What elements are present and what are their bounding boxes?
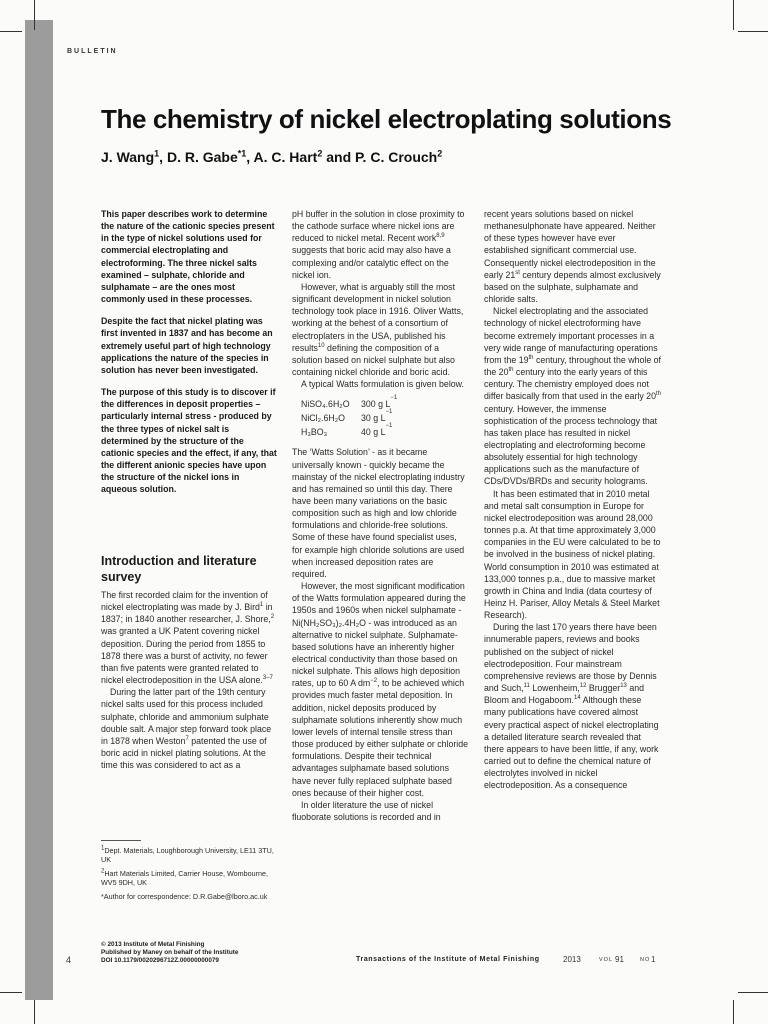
article-title: The chemistry of nickel electroplating solutions	[101, 104, 672, 134]
crop-mark	[0, 31, 22, 32]
formula-compound: H₃BO₃	[301, 427, 328, 438]
author-separator: ,	[246, 149, 254, 165]
paragraph	[484, 621, 661, 791]
formula-exponent: −1	[385, 423, 393, 430]
crop-mark	[34, 0, 35, 30]
text-run: recent years solutions based on nickel methanesulphonate have appeared. Neither of these types however have ever established significant commercial use. Consequently nickel electrodeposition in the early 21	[484, 209, 656, 280]
text-run: pH buffer in the solution in close proximity to the cathode surface where nickel ions are reduced to nickel metal. Recent work	[292, 209, 465, 244]
crop-mark	[0, 992, 22, 993]
author-separator: and	[322, 149, 356, 165]
superscript: 14	[573, 695, 581, 702]
footnote-rule	[101, 840, 141, 841]
superscript: 10	[317, 342, 325, 349]
paragraph	[292, 281, 469, 378]
footnote-text: *Author for correspondence: D.R.Gabe@lboro.ac.uk	[101, 891, 268, 901]
paragraph	[292, 799, 469, 823]
doi: DOI 10.1179/0020296712Z.00000000079	[101, 957, 219, 964]
crop-mark	[733, 1000, 734, 1024]
superscript: 13	[620, 683, 627, 690]
text-run: Brugger	[586, 683, 621, 694]
text-run: century depends almost exclusively based on the sulphate, sulphamate and chloride salts.	[484, 269, 661, 305]
formula-exponent: −1	[385, 409, 393, 416]
text-run: Although these many publications have covered almost every practical aspect of nickel electroplating a detailed literature search revealed that there appears to have been little, if any, work carried out to define the chemical nature of electrolytes involved in nickel electrodeposition. As a consequence	[484, 695, 659, 791]
superscript: 3–7	[262, 675, 273, 682]
superscript: th	[528, 354, 534, 361]
superscript: −2	[370, 678, 378, 685]
margin-strip	[25, 20, 53, 1000]
journal-name: Transactions of the Institute of Metal Finishing	[356, 956, 540, 963]
volume-label: VOL	[599, 957, 614, 963]
paragraph	[101, 589, 277, 686]
paragraph	[484, 305, 661, 487]
superscript: th	[655, 391, 661, 398]
author-affiliation-mark: *1	[237, 148, 247, 159]
section-heading: Introduction and literature survey	[101, 554, 257, 584]
column-3	[484, 208, 661, 792]
text-run: During the latter part of the 19th century nickel salts used for this process included sulphate, chloride and ammonium sulphate double salt. A major step forward took place in 1878 when Weston	[101, 687, 272, 746]
issue: 1	[651, 955, 656, 964]
page-number: 4	[66, 955, 72, 965]
text-run: suggests that boric acid may also have a complexing and/or catalytic effect on the nickel ion.	[292, 245, 451, 280]
text-run: patented the use of boric acid in nickel plating solutions. At the time this was considered to act as a	[101, 735, 267, 771]
copyright: © 2013 Institute of Metal Finishing	[101, 941, 205, 948]
text-run: A typical Watts formulation is given below.	[301, 379, 464, 390]
volume: 91	[615, 955, 624, 964]
publication-info	[101, 941, 301, 965]
text-run: Nickel electroplating and the associated technology of nickel electroforming have become extremely important processes in a very wide range of manufacturing operations from the 19	[484, 306, 658, 365]
footnote	[101, 869, 277, 888]
author-name: D. R. Gabe	[166, 149, 238, 165]
footnote	[101, 846, 277, 865]
formula-exponent: −1	[390, 395, 398, 402]
author-name: P. C. Crouch	[355, 149, 438, 165]
footnote	[101, 892, 277, 901]
text-run: and Bloom and Hogaboom.	[484, 683, 644, 706]
text-run: However, what is arguably still the most significant development in nickel solution technology took place in 1916. Oliver Watts, working at the behest of a consortium of electroplaters in the USA, published his results	[292, 281, 464, 353]
crop-mark	[738, 992, 768, 993]
footnote-text: Hart Materials Limited, Carrier House, Wombourne, WV5 9DH, UK	[101, 868, 268, 888]
abstract	[101, 208, 277, 505]
crop-mark	[733, 0, 734, 30]
text-run: However, the most significant modification of the Watts formulation appeared during the 1950s and 1960s when nickel sulphamate - Ni(NH₂SO₃)₂.4H₂O - was introduced as an alternative to nickel sulphate. Sulphamate-based solutions have an inherently higher electrical conductivity than those based on nickel sulphate. This allows high deposition rates, up to 60 A dm	[292, 581, 466, 689]
formula-amount: 40 g L	[361, 427, 386, 438]
column-2-text-before-formula	[292, 208, 469, 390]
paragraph	[292, 378, 469, 390]
footnote-text: Dept. Materials, Loughborough University, LE11 3TU, UK	[101, 846, 274, 865]
abstract-paragraph: Despite the fact that nickel plating was first invented in 1837 and has become an extremely useful part of high technology applications the nature of the species in solution has never been investigated.	[101, 316, 273, 375]
text-run: century. However, the immense sophistication of the process technology that has taken place has resulted in nickel electroplating and electroforming become absolutely essential for high technology applications such as the manufacture of CDs/DVDs/BRDs and security holograms.	[484, 403, 658, 487]
author-affiliation-mark: 2	[437, 148, 443, 159]
footnotes	[101, 846, 277, 905]
author-name: A. C. Hart	[253, 149, 318, 165]
abstract-paragraph: The purpose of this study is to discover if the differences in deposit properties – particularly internal stress - produced by the three types of nickel salt is determined by the structure of the cationic species and the effect, if any, that the different anionic species have upon the structure of the nickel ions in aqueous solution.	[101, 387, 277, 495]
text-run: During the last 170 years there have been innumerable papers, reviews and books published on the subject of nickel electrodeposition. Four mainstream comprehensive reviews are those by Dennis and Such,	[484, 622, 657, 694]
superscript: th	[508, 367, 514, 374]
publisher: Published by Maney on behalf of the Institute	[101, 949, 239, 956]
text-run: The ‘Watts Solution’ - as it became universally known - quickly became the mainstay of the nickel electroplating industry and has remained so until this day. There have been many variations on the basic composition such as high and low chloride formulations and chloride-free solutions. Some of these have found specialist uses, for example high chloride solutions are used when increased deposition rates are required.	[292, 447, 465, 579]
year: 2013	[563, 955, 581, 964]
crop-mark	[738, 31, 768, 32]
text-run: The first recorded claim for the invention of nickel electroplating was made by J. Bird	[101, 590, 268, 613]
author-name: J. Wang	[101, 149, 155, 165]
formula-compound: NiCl₂.6H₂O	[301, 413, 345, 424]
abstract-paragraph: This paper describes work to determine the nature of the cationic species present in the type of nickel solutions used for commercial electroplating and electroforming. The three nickel salts examined – sulphate, chloride and sulphamate – are the ones most commonly used in these processes.	[101, 209, 275, 305]
superscript: 1	[259, 602, 264, 609]
crop-mark	[34, 1000, 35, 1024]
text-run: It has been estimated that in 2010 metal and metal salt consumption in Europe for nickel electrodeposition was around 28,000 tonnes p.a. At that time approximately 3,000 companies in the EU were calculated to be to be involved in the business of nickel plating. World consumption in 2010 was estimated at 133,000 tonnes p.a., due to massive market growth in China and India (data courtesy of Heinz H. Pariser, Alloy Metals & Steel Market Research).	[484, 488, 661, 621]
formula-amount: 300 g L	[361, 399, 391, 410]
issue-label: NO	[640, 957, 651, 963]
paragraph	[292, 446, 469, 580]
column-2	[292, 208, 469, 823]
column-2-text-after-formula	[292, 446, 469, 823]
formula-row	[301, 423, 469, 440]
watts-formula-table	[301, 395, 469, 440]
footnote-mark: 2	[101, 868, 105, 875]
paragraph	[292, 580, 469, 799]
text-run: century into the early years of this century. The chemistry employed does not differ basically from that used in the early 20	[484, 367, 656, 402]
intro-text	[101, 589, 277, 771]
text-run: defining the composition of a solution based on nickel sulphate but also containing nickel chloride and boric acid.	[292, 342, 455, 378]
footnote-mark: 1	[101, 845, 105, 852]
paragraph	[484, 208, 661, 305]
superscript: 2	[270, 614, 275, 621]
paragraph	[101, 686, 277, 771]
author-list	[101, 149, 701, 165]
superscript: 12	[579, 683, 587, 690]
text-run: was granted a UK Patent covering nickel deposition. During the period from 1855 to 1878 there was a burst of activity, no fewer than five patents were granted related to nickel electrodeposition in the USA alone.	[101, 626, 268, 686]
formula-compound: NiSO₄.6H₂O	[301, 399, 350, 410]
author-affiliation-mark: 1	[154, 148, 160, 159]
section-label: BULLETIN	[67, 48, 118, 55]
superscript: 7	[185, 735, 189, 742]
author-separator: ,	[159, 149, 167, 165]
author-affiliation-mark: 2	[317, 148, 323, 159]
superscript: st	[515, 269, 520, 276]
text-run: century, throughout the whole of the 20	[484, 354, 661, 378]
paragraph	[292, 208, 469, 281]
superscript: 11	[523, 683, 530, 690]
text-run: In older literature the use of nickel fluoborate solutions is recorded and in	[292, 799, 441, 823]
text-run: in 1837; in 1840 another researcher, J. Shore,	[101, 602, 273, 625]
text-run: Lowenheim,	[529, 683, 580, 694]
superscript: 8,9	[436, 233, 445, 240]
text-run: , to be achieved which provides much faster metal deposition. In addition, nickel deposits produced by sulphamate solutions inherently show much lower levels of internal tensile stress than those produced by either sulphate or chloride formulations. Despite their technical advantages sulphamate based solutions have never fully replaced sulphate based ones because of their higher cost.	[292, 678, 469, 798]
formula-amount: 30 g L	[361, 413, 386, 424]
paragraph	[484, 488, 661, 622]
